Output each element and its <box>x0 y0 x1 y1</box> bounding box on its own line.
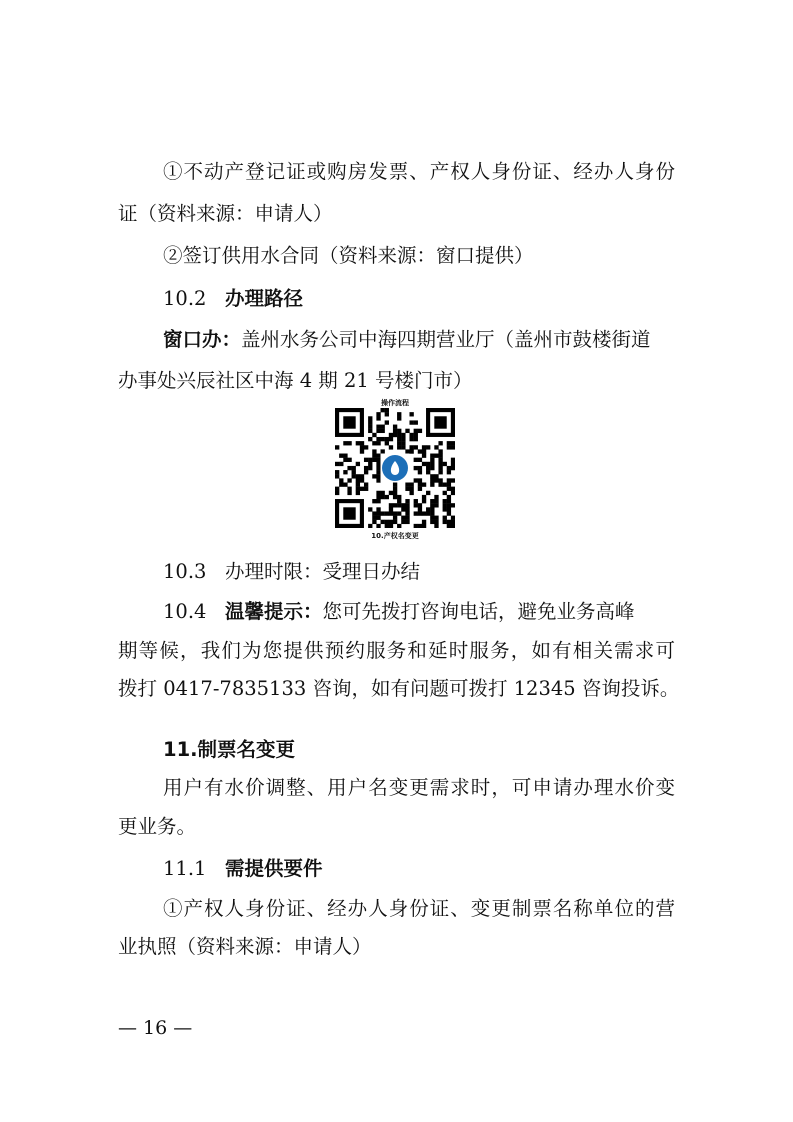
section-title: 需提供要件 <box>225 857 323 880</box>
text-line: 业执照（资料来源：申请人） <box>118 935 372 958</box>
section-number: 10.3 <box>163 560 207 583</box>
qr-code-image <box>335 408 455 528</box>
page-number: — 16 — <box>118 1017 193 1039</box>
section-heading-10-2 <box>163 287 303 311</box>
text-line: 更业务。 <box>118 815 197 838</box>
address-text: 盖州水务公司中海四期营业厅（盖州市鼓楼街道 <box>241 328 651 351</box>
section-title: 办理路径 <box>225 287 304 310</box>
text-line: 拨打 0417-7835133 咨询，如有问题可拨打 12345 咨询投诉。 <box>118 677 680 700</box>
tip-label: 温馨提示： <box>225 600 323 623</box>
label-window: 窗口办： <box>163 328 242 351</box>
section-number: 10.2 <box>163 287 207 310</box>
text-line: 用户有水价调整、用户名变更需求时，可申请办理水价变 <box>163 776 675 799</box>
text-line: 证（资料来源：申请人） <box>118 202 333 225</box>
text-line: 办事处兴辰社区中海 4 期 21 号楼门市） <box>118 369 473 392</box>
section-heading-10-3 <box>163 560 420 584</box>
text-line: ①不动产登记证或购房发票、产权人身份证、经办人身份 <box>163 160 675 183</box>
text-line: 期等候，我们为您提供预约服务和延时服务，如有相关需求可 <box>118 639 675 662</box>
section-text: 办理时限：受理日办结 <box>225 560 421 583</box>
section-number: 11.1 <box>163 857 207 880</box>
tip-text: 您可先拨打咨询电话，避免业务高峰 <box>322 600 635 623</box>
qr-title: 操作流程 <box>381 399 409 407</box>
text-line: ①产权人身份证、经办人身份证、变更制票名称单位的营 <box>163 897 675 920</box>
section-heading-10-4 <box>163 600 635 624</box>
section-heading-11-1 <box>163 857 323 881</box>
text-line: ②签订供用水合同（资料来源：窗口提供） <box>163 244 534 267</box>
section-number: 10.4 <box>163 600 207 623</box>
text-line <box>163 328 651 352</box>
section-heading-11: 11.制票名变更 <box>163 738 296 761</box>
qr-caption: 10.产权名变更 <box>371 532 419 540</box>
